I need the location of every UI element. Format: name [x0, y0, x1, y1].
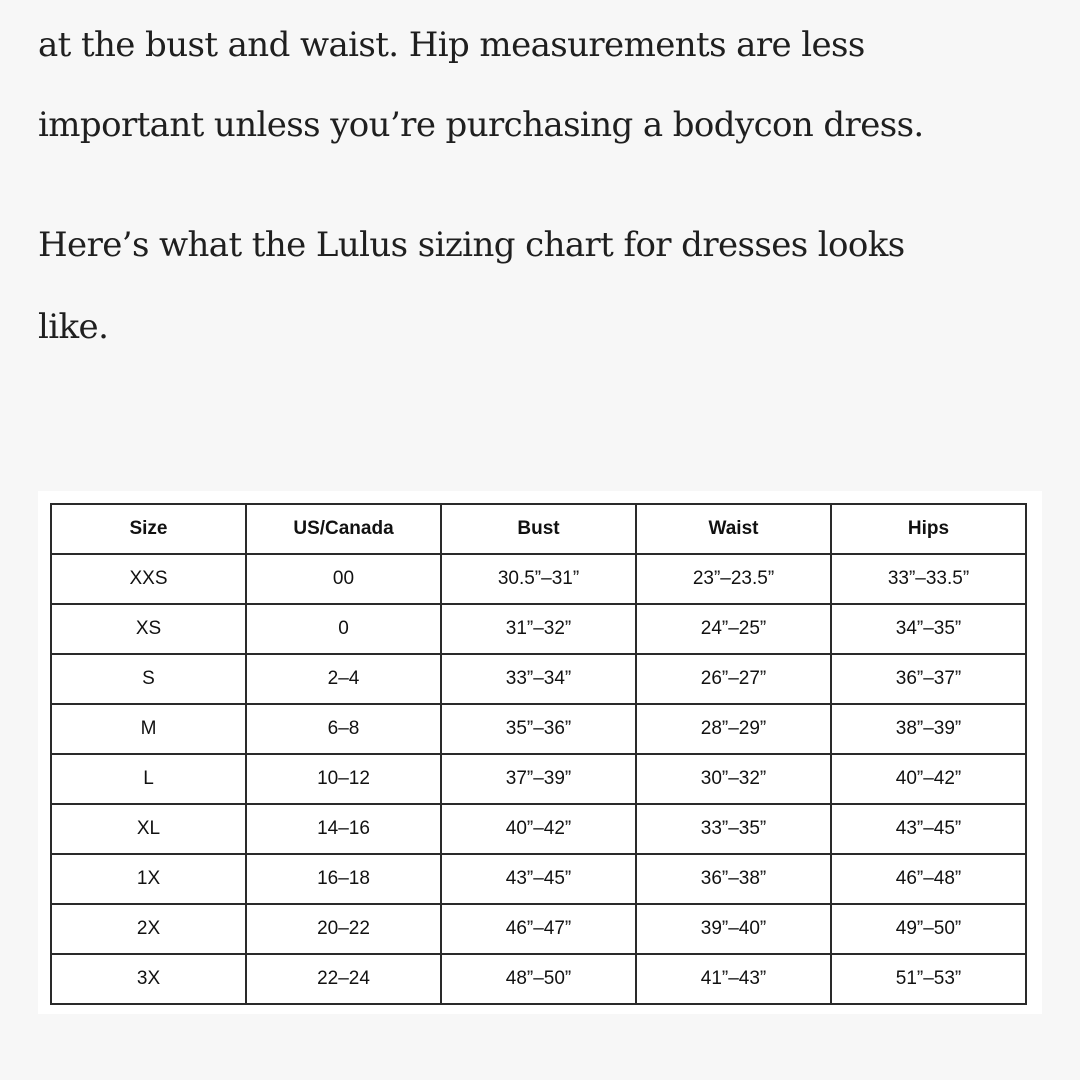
- cell-size: M: [51, 704, 246, 754]
- cell-us-canada: 20–22: [246, 904, 441, 954]
- size-chart-table: [50, 503, 1027, 1005]
- cell-bust: 46”–47”: [441, 904, 636, 954]
- cell-bust: 40”–42”: [441, 804, 636, 854]
- cell-us-canada: 16–18: [246, 854, 441, 904]
- cell-size: XL: [51, 804, 246, 854]
- article-line-3: Here’s what the Lulus sizing chart for dresses looks: [38, 225, 905, 265]
- table-row: [51, 554, 1026, 604]
- cell-bust: 31”–32”: [441, 604, 636, 654]
- cell-waist: 24”–25”: [636, 604, 831, 654]
- cell-waist: 36”–38”: [636, 854, 831, 904]
- cell-hips: 38”–39”: [831, 704, 1026, 754]
- cell-size: XXS: [51, 554, 246, 604]
- cell-us-canada: 2–4: [246, 654, 441, 704]
- table-row: [51, 804, 1026, 854]
- cell-hips: 40”–42”: [831, 754, 1026, 804]
- cell-waist: 41”–43”: [636, 954, 831, 1004]
- cell-us-canada: 00: [246, 554, 441, 604]
- cell-size: L: [51, 754, 246, 804]
- table-row: [51, 604, 1026, 654]
- table-row: [51, 854, 1026, 904]
- cell-us-canada: 10–12: [246, 754, 441, 804]
- header-size: Size: [51, 504, 246, 554]
- cell-us-canada: 0: [246, 604, 441, 654]
- cell-us-canada: 6–8: [246, 704, 441, 754]
- cell-size: XS: [51, 604, 246, 654]
- cell-hips: 51”–53”: [831, 954, 1026, 1004]
- cell-waist: 26”–27”: [636, 654, 831, 704]
- cell-waist: 28”–29”: [636, 704, 831, 754]
- cell-bust: 37”–39”: [441, 754, 636, 804]
- cell-waist: 39”–40”: [636, 904, 831, 954]
- table-row: [51, 954, 1026, 1004]
- cell-waist: 30”–32”: [636, 754, 831, 804]
- cell-hips: 43”–45”: [831, 804, 1026, 854]
- table-row: [51, 754, 1026, 804]
- size-chart-image: [38, 491, 1042, 1014]
- article-line-4: like.: [38, 307, 109, 347]
- cell-hips: 49”–50”: [831, 904, 1026, 954]
- article-line-1: at the bust and waist. Hip measurements are less: [38, 25, 865, 65]
- table-row: [51, 904, 1026, 954]
- table-row: [51, 704, 1026, 754]
- table-row: [51, 654, 1026, 704]
- cell-waist: 33”–35”: [636, 804, 831, 854]
- header-hips: Hips: [831, 504, 1026, 554]
- cell-size: S: [51, 654, 246, 704]
- table-header-row: [51, 504, 1026, 554]
- cell-us-canada: 14–16: [246, 804, 441, 854]
- cell-waist: 23”–23.5”: [636, 554, 831, 604]
- cell-hips: 36”–37”: [831, 654, 1026, 704]
- cell-hips: 34”–35”: [831, 604, 1026, 654]
- cell-bust: 48”–50”: [441, 954, 636, 1004]
- cell-size: 3X: [51, 954, 246, 1004]
- header-bust: Bust: [441, 504, 636, 554]
- cell-hips: 33”–33.5”: [831, 554, 1026, 604]
- cell-us-canada: 22–24: [246, 954, 441, 1004]
- cell-size: 1X: [51, 854, 246, 904]
- cell-size: 2X: [51, 904, 246, 954]
- cell-bust: 43”–45”: [441, 854, 636, 904]
- header-waist: Waist: [636, 504, 831, 554]
- cell-bust: 33”–34”: [441, 654, 636, 704]
- cell-bust: 35”–36”: [441, 704, 636, 754]
- header-us-canada: US/Canada: [246, 504, 441, 554]
- cell-bust: 30.5”–31”: [441, 554, 636, 604]
- cell-hips: 46”–48”: [831, 854, 1026, 904]
- article-line-2: important unless you’re purchasing a bodycon dress.: [38, 105, 924, 145]
